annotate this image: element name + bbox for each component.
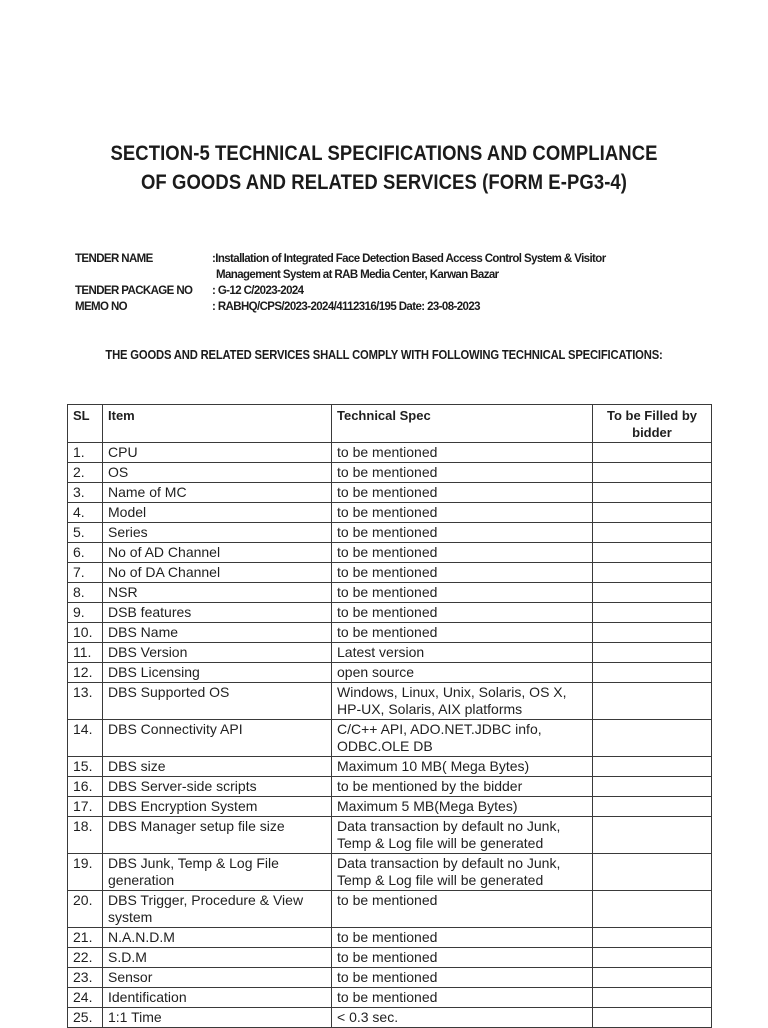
header-item: Item [103, 405, 332, 443]
row-sl: 4. [68, 503, 103, 523]
row-technical-spec: to be mentioned [332, 948, 593, 968]
row-item: DBS Version [103, 643, 332, 663]
table-row [68, 928, 712, 948]
row-sl: 16. [68, 777, 103, 797]
row-bidder-entry[interactable] [593, 603, 712, 623]
row-item: S.D.M [103, 948, 332, 968]
table-row [68, 948, 712, 968]
row-bidder-entry[interactable] [593, 988, 712, 1008]
tender-package-label: TENDER PACKAGE NO [75, 285, 193, 297]
row-item: DBS Manager setup file size [103, 817, 332, 854]
row-technical-spec: Data transaction by default no Junk, Temp & Log file will be generated [332, 817, 593, 854]
tender-name-value: :Installation of Integrated Face Detection Based Access Control System & Visitor [212, 253, 606, 265]
table-row [68, 1008, 712, 1028]
row-bidder-entry[interactable] [593, 663, 712, 683]
row-item: Identification [103, 988, 332, 1008]
row-sl: 2. [68, 463, 103, 483]
row-item: DBS Supported OS [103, 683, 332, 720]
row-item: DBS Name [103, 623, 332, 643]
row-item: No of DA Channel [103, 563, 332, 583]
row-technical-spec: to be mentioned [332, 483, 593, 503]
row-technical-spec: to be mentioned [332, 583, 593, 603]
table-row [68, 797, 712, 817]
row-technical-spec: Latest version [332, 643, 593, 663]
row-bidder-entry[interactable] [593, 683, 712, 720]
row-bidder-entry[interactable] [593, 1008, 712, 1028]
row-item: Model [103, 503, 332, 523]
row-technical-spec: to be mentioned [332, 891, 593, 928]
tender-package-row [75, 283, 695, 299]
document-title [46, 139, 722, 197]
row-item: DBS Trigger, Procedure & View system [103, 891, 332, 928]
header-technical-spec: Technical Spec [332, 405, 593, 443]
row-technical-spec: to be mentioned [332, 443, 593, 463]
row-technical-spec: to be mentioned [332, 968, 593, 988]
table-row [68, 583, 712, 603]
table-row [68, 683, 712, 720]
table-row [68, 757, 712, 777]
row-item: NSR [103, 583, 332, 603]
row-sl: 11. [68, 643, 103, 663]
row-technical-spec: to be mentioned [332, 563, 593, 583]
table-row [68, 543, 712, 563]
row-bidder-entry[interactable] [593, 523, 712, 543]
row-bidder-entry[interactable] [593, 777, 712, 797]
row-sl: 22. [68, 948, 103, 968]
row-bidder-entry[interactable] [593, 757, 712, 777]
header-bidder: To be Filled by bidder [593, 405, 712, 443]
row-bidder-entry[interactable] [593, 483, 712, 503]
table-row [68, 483, 712, 503]
row-bidder-entry[interactable] [593, 543, 712, 563]
table-row [68, 603, 712, 623]
row-technical-spec: to be mentioned [332, 523, 593, 543]
row-item: DBS Server-side scripts [103, 777, 332, 797]
row-bidder-entry[interactable] [593, 643, 712, 663]
row-technical-spec: C/C++ API, ADO.NET.JDBC info, ODBC.OLE DB [332, 720, 593, 757]
table-row [68, 777, 712, 797]
row-sl: 23. [68, 968, 103, 988]
tender-package-value: : G-12 C/2023-2024 [212, 285, 304, 297]
row-sl: 25. [68, 1008, 103, 1028]
row-technical-spec: Maximum 10 MB( Mega Bytes) [332, 757, 593, 777]
row-item: DBS size [103, 757, 332, 777]
row-item: CPU [103, 443, 332, 463]
table-row [68, 523, 712, 543]
table-row [68, 817, 712, 854]
row-item: DBS Encryption System [103, 797, 332, 817]
row-bidder-entry[interactable] [593, 463, 712, 483]
row-bidder-entry[interactable] [593, 797, 712, 817]
row-sl: 18. [68, 817, 103, 854]
tender-name-label: TENDER NAME [75, 253, 153, 265]
table-row [68, 623, 712, 643]
row-bidder-entry[interactable] [593, 968, 712, 988]
row-sl: 15. [68, 757, 103, 777]
compliance-intro: THE GOODS AND RELATED SERVICES SHALL COMPLY WITH FOLLOWING TECHNICAL SPECIFICATIONS: [105, 348, 663, 362]
row-bidder-entry[interactable] [593, 817, 712, 854]
row-bidder-entry[interactable] [593, 443, 712, 463]
tender-name-row [75, 251, 695, 283]
memo-label: MEMO NO [75, 301, 128, 313]
row-item: DBS Junk, Temp & Log File generation [103, 854, 332, 891]
row-bidder-entry[interactable] [593, 503, 712, 523]
row-sl: 20. [68, 891, 103, 928]
row-technical-spec: < 0.3 sec. [332, 1008, 593, 1028]
row-technical-spec: to be mentioned [332, 623, 593, 643]
row-bidder-entry[interactable] [593, 720, 712, 757]
row-bidder-entry[interactable] [593, 583, 712, 603]
table-row [68, 891, 712, 928]
spec-table-header [68, 405, 712, 443]
row-sl: 8. [68, 583, 103, 603]
title-line-2: OF GOODS AND RELATED SERVICES (FORM E-PG3-4) [140, 171, 628, 194]
table-row [68, 968, 712, 988]
spec-table-body [68, 443, 712, 1028]
header-sl: SL [68, 405, 103, 443]
row-sl: 9. [68, 603, 103, 623]
row-item: Series [103, 523, 332, 543]
row-technical-spec: Maximum 5 MB(Mega Bytes) [332, 797, 593, 817]
row-item: DSB features [103, 603, 332, 623]
row-technical-spec: to be mentioned by the bidder [332, 777, 593, 797]
row-sl: 1. [68, 443, 103, 463]
memo-value: : RABHQ/CPS/2023-2024/4112316/195 Date: 23-08-2023 [212, 301, 480, 313]
row-bidder-entry[interactable] [593, 928, 712, 948]
row-technical-spec: Data transaction by default no Junk, Temp & Log file will be generated [332, 854, 593, 891]
row-technical-spec: to be mentioned [332, 928, 593, 948]
row-item: DBS Connectivity API [103, 720, 332, 757]
table-row [68, 988, 712, 1008]
row-sl: 24. [68, 988, 103, 1008]
row-item: Sensor [103, 968, 332, 988]
row-item: N.A.N.D.M [103, 928, 332, 948]
row-item: OS [103, 463, 332, 483]
row-technical-spec: to be mentioned [332, 543, 593, 563]
tender-name-value-cont: Management System at RAB Media Center, Karwan Bazar [216, 269, 499, 281]
row-technical-spec: to be mentioned [332, 463, 593, 483]
row-technical-spec: to be mentioned [332, 988, 593, 1008]
row-technical-spec: to be mentioned [332, 603, 593, 623]
row-sl: 14. [68, 720, 103, 757]
table-row [68, 720, 712, 757]
row-bidder-entry[interactable] [593, 854, 712, 891]
row-technical-spec: open source [332, 663, 593, 683]
title-line-1: SECTION-5 TECHNICAL SPECIFICATIONS AND COMPLIANCE [110, 142, 658, 165]
row-bidder-entry[interactable] [593, 623, 712, 643]
memo-row [75, 299, 695, 315]
table-row [68, 443, 712, 463]
row-sl: 6. [68, 543, 103, 563]
row-bidder-entry[interactable] [593, 948, 712, 968]
row-item: No of AD Channel [103, 543, 332, 563]
row-item: Name of MC [103, 483, 332, 503]
table-row [68, 463, 712, 483]
row-sl: 21. [68, 928, 103, 948]
row-bidder-entry[interactable] [593, 563, 712, 583]
table-row [68, 663, 712, 683]
table-row [68, 643, 712, 663]
row-sl: 10. [68, 623, 103, 643]
row-sl: 12. [68, 663, 103, 683]
row-sl: 7. [68, 563, 103, 583]
row-sl: 19. [68, 854, 103, 891]
row-sl: 3. [68, 483, 103, 503]
row-bidder-entry[interactable] [593, 891, 712, 928]
row-technical-spec: Windows, Linux, Unix, Solaris, OS X, HP-UX, Solaris, AIX platforms [332, 683, 593, 720]
spec-table [67, 404, 712, 1028]
table-row [68, 854, 712, 891]
table-row [68, 563, 712, 583]
row-item: 1:1 Time [103, 1008, 332, 1028]
tender-info [75, 251, 695, 315]
row-sl: 17. [68, 797, 103, 817]
row-sl: 13. [68, 683, 103, 720]
table-row [68, 503, 712, 523]
row-technical-spec: to be mentioned [332, 503, 593, 523]
row-item: DBS Licensing [103, 663, 332, 683]
row-sl: 5. [68, 523, 103, 543]
